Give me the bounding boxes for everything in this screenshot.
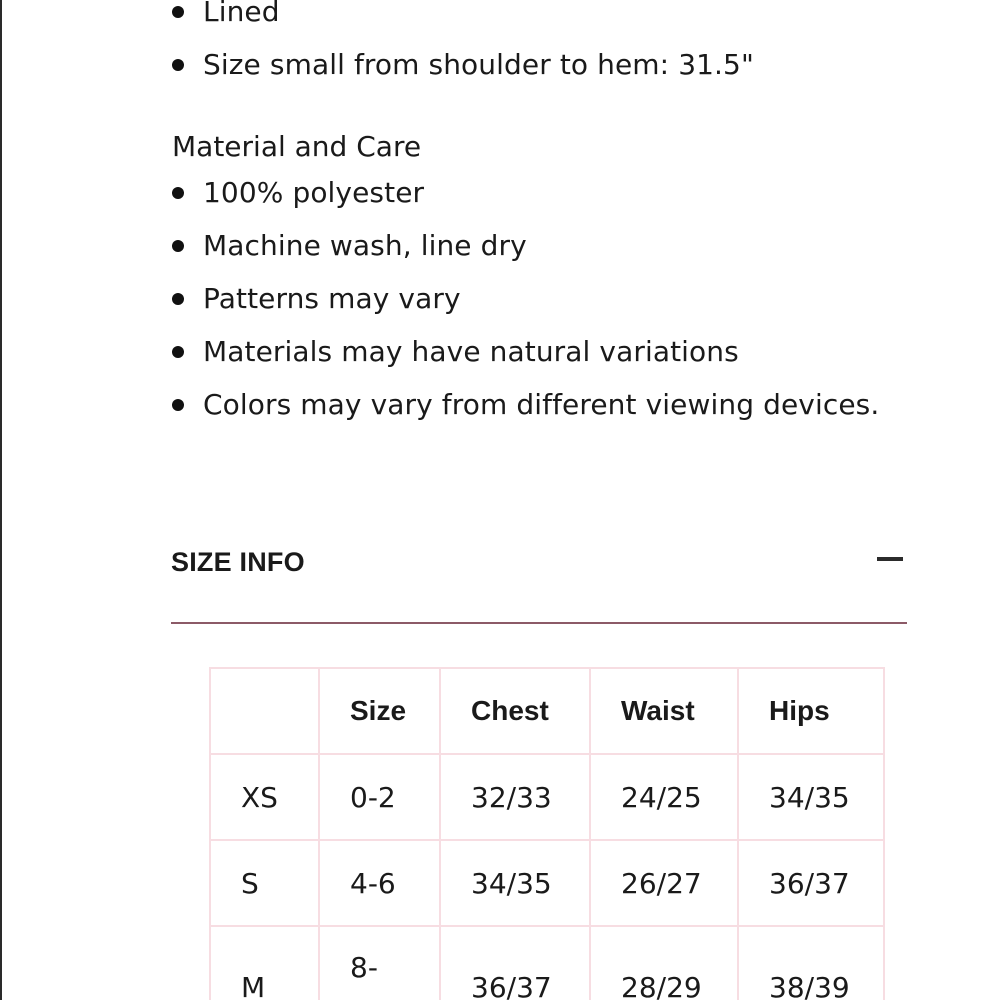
table-cell: 28/29 [590,926,738,1000]
table-header-cell: Chest [440,668,590,754]
list-item-text: Machine wash, line dry [203,229,527,262]
table-row [210,840,884,926]
minus-icon[interactable] [877,557,903,561]
list-item-text: Patterns may vary [203,282,461,315]
list-item-text: Materials may have natural variations [203,335,739,368]
details-list [170,0,754,101]
table-cell: 4-6 [319,840,440,926]
list-item [170,335,879,369]
table-cell: 8- [319,926,440,1000]
table-header-cell: Size [319,668,440,754]
bullet-icon [172,240,184,252]
bullet-icon [172,346,184,358]
bullet-icon [172,59,184,71]
table-cell: 36/37 [738,840,884,926]
table-cell: 36/37 [440,926,590,1000]
table-cell: 32/33 [440,754,590,840]
size-chart-table [209,667,885,1000]
list-item-text: Lined [203,0,280,28]
list-item-text: 100% polyester [203,176,425,209]
table-cell: 0-2 [319,754,440,840]
table-cell: 24/25 [590,754,738,840]
table-row [210,926,884,1000]
material-care-heading: Material and Care [172,130,422,163]
list-item [170,282,879,316]
table-cell: 26/27 [590,840,738,926]
list-item [170,48,754,82]
bullet-icon [172,293,184,305]
table-header-row [210,668,884,754]
left-edge-border [0,0,2,1000]
table-row [210,754,884,840]
list-item-text: Colors may vary from different viewing devices. [203,388,880,421]
list-item-text: Size small from shoulder to hem: 31.5" [203,48,754,81]
table-cell: M [210,926,319,1000]
section-divider [171,622,907,624]
list-item [170,0,754,29]
list-item [170,229,879,263]
bullet-icon [172,399,184,411]
bullet-icon [172,187,184,199]
table-cell: S [210,840,319,926]
table-header-cell [210,668,319,754]
size-info-title: SIZE INFO [171,547,305,577]
list-item [170,176,879,210]
size-info-accordion-header[interactable] [171,544,907,580]
table-header-cell: Waist [590,668,738,754]
list-item [170,388,879,422]
table-cell: 34/35 [440,840,590,926]
table-cell: 38/39 [738,926,884,1000]
table-cell: XS [210,754,319,840]
table-header-cell: Hips [738,668,884,754]
bullet-icon [172,6,184,18]
table-cell: 34/35 [738,754,884,840]
material-care-list [170,176,879,441]
